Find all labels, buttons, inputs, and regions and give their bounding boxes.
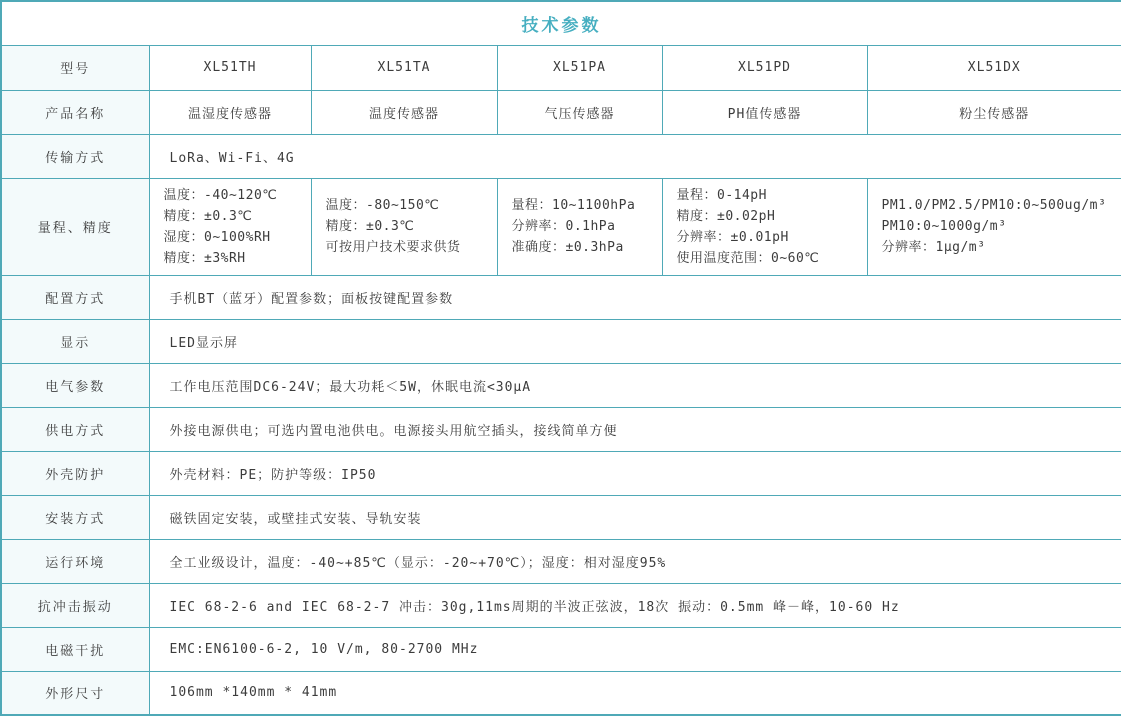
- product-name-4: 粉尘传感器: [867, 90, 1121, 134]
- range-line: 湿度：0~100%RH: [163, 229, 271, 245]
- model-xl51pd: XL51PD: [662, 45, 867, 90]
- row-label-enclosure: 外壳防护: [1, 451, 149, 495]
- range-cell-xl51dx: [867, 178, 1121, 275]
- range-line: 量程：10~1100hPa: [511, 198, 636, 213]
- model-xl51th: XL51TH: [149, 45, 311, 90]
- row-label-environment: 运行环境: [1, 539, 149, 583]
- row-label-shock: 抗冲击振动: [1, 583, 149, 627]
- range-line: 温度：-40~120℃: [163, 187, 278, 203]
- product-name-1: 温度传感器: [311, 90, 497, 134]
- range-cell-xl51pd: [662, 178, 867, 275]
- shock-value: IEC 68-2-6 and IEC 68-2-7 冲击：30g,11ms周期的半波正弦波，18次 振动：0.5mm 峰－峰，10-60 Hz: [149, 583, 1121, 627]
- transmission-value: LoRa、Wi-Fi、4G: [149, 134, 1121, 178]
- range-cell-xl51pa: [497, 178, 662, 275]
- row-label-display: 显示: [1, 319, 149, 363]
- model-xl51dx: XL51DX: [867, 45, 1121, 90]
- range-line: 准确度：±0.3hPa: [511, 240, 624, 255]
- range-line: PM10:0~1000g/m³: [881, 219, 1007, 234]
- electrical-value: 工作电压范围DC6-24V；最大功耗＜5W，休眠电流<30μA: [149, 363, 1121, 407]
- range-line: 分辨率：1μg/m³: [881, 240, 986, 255]
- product-name-0: 温湿度传感器: [149, 90, 311, 134]
- enclosure-value: 外壳材料：PE；防护等级：IP50: [149, 451, 1121, 495]
- model-xl51pa: XL51PA: [497, 45, 662, 90]
- range-line: 使用温度范围：0~60℃: [676, 250, 820, 266]
- row-label-transmission: 传输方式: [1, 134, 149, 178]
- row-label-power: 供电方式: [1, 407, 149, 451]
- table-title: 技术参数: [1, 1, 1121, 45]
- row-label-product: 产品名称: [1, 90, 149, 134]
- range-cell-xl51th: [149, 178, 311, 275]
- range-line: 分辨率：0.1hPa: [511, 219, 616, 234]
- range-cell-xl51ta: [311, 178, 497, 275]
- config-value: 手机BT（蓝牙）配置参数；面板按键配置参数: [149, 275, 1121, 319]
- mounting-value: 磁铁固定安装，或壁挂式安装、导轨安装: [149, 495, 1121, 539]
- range-line: 可按用户技术要求供货: [325, 240, 461, 255]
- emc-value: EMC:EN6100-6-2, 10 V/m, 80-2700 MHz: [149, 627, 1121, 671]
- display-value: LED显示屏: [149, 319, 1121, 363]
- row-label-mounting: 安装方式: [1, 495, 149, 539]
- range-line: 分辨率：±0.01pH: [676, 229, 789, 245]
- model-xl51ta: XL51TA: [311, 45, 497, 90]
- environment-value: 全工业级设计，温度：-40~+85℃（显示：-20~+70℃）；湿度：相对湿度95%: [149, 539, 1121, 583]
- range-line: 精度：±0.02pH: [676, 208, 776, 224]
- product-name-2: 气压传感器: [497, 90, 662, 134]
- row-label-range: 量程、精度: [1, 178, 149, 275]
- range-line: 精度：±0.3℃: [163, 208, 253, 224]
- row-label-config: 配置方式: [1, 275, 149, 319]
- range-line: 温度：-80~150℃: [325, 198, 440, 213]
- range-line: 精度：±0.3℃: [325, 219, 415, 234]
- range-line: PM1.0/PM2.5/PM10:0~500ug/m³: [881, 198, 1107, 213]
- range-line: 精度：±3%RH: [163, 250, 246, 266]
- row-label-electrical: 电气参数: [1, 363, 149, 407]
- dimensions-value: 106mm *140mm * 41mm: [149, 671, 1121, 715]
- range-line: 量程：0-14pH: [676, 187, 767, 203]
- row-label-dimensions: 外形尺寸: [1, 671, 149, 715]
- power-value: 外接电源供电；可选内置电池供电。电源接头用航空插头，接线简单方便: [149, 407, 1121, 451]
- row-label-emc: 电磁干扰: [1, 627, 149, 671]
- row-label-model: 型号: [1, 45, 149, 90]
- product-name-3: PH值传感器: [662, 90, 867, 134]
